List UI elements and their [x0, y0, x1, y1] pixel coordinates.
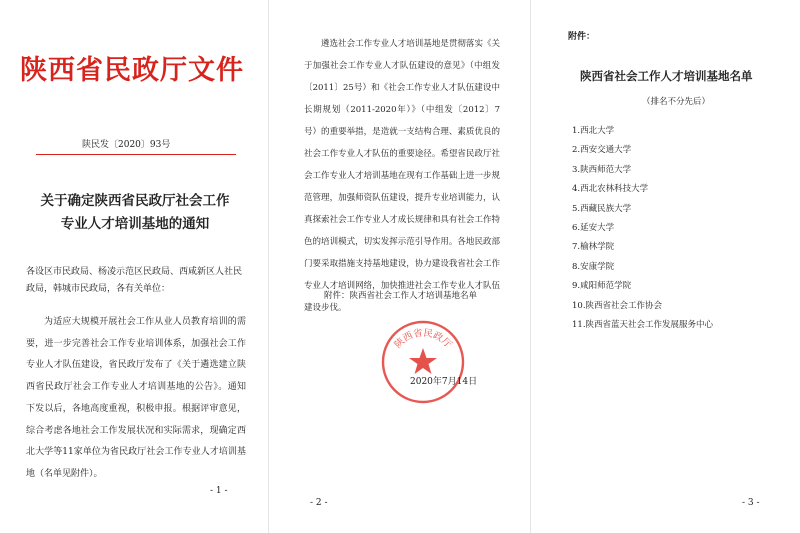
document-page-2 [268, 0, 530, 533]
body-paragraph-1: 为适应大规模开展社会工作从业人员教育培训的需要，进一步完善社会工作专业培训体系，加强社会工作专业人才队伍建设，省民政厅发布了《关于遴选建立陕西省民政厅社会工作专业人才培训基地的公告》。通知下发以后，各地高度重视，积极申报。根据评审意见，综合考虑各地社会工作发展状况和实际需求，现确定西北大学等11家单位为省民政厅社会工作专业人才培训基地（名单见附件）。 [26, 317, 246, 479]
attachment-label: 附件： [568, 32, 596, 42]
body-paragraph-2: 遴选社会工作专业人才培训基地是贯彻落实《关于加强社会工作专业人才队伍建设的意见》（中组发〔2011〕25号）和《社会工作专业人才队伍建设中长期规划（2011-2020年）》（中组发〔2012〕7号）的重要举措，是造就一支结构合理、素质优良的社会工作专业人才队伍的重要途径。希望省民政厅社会工作专业人才培训基地在现有工作基础上进一步规范管理，加强师资队伍建设，提升专业培训能力，认真探索社会工作专业人才成长规律和具有社会工作特色的培训模式，切实发挥示范引导作用。各地民政部门要采取措施支持基地建设，协力建设我省社会工作专业人才培训网络，加快推进社会工作专业人才队伍建设步伐。 [304, 39, 500, 313]
document-number: 陕民发〔2020〕93号 [82, 140, 171, 150]
list-item: 6.延安大学 [572, 222, 615, 233]
list-item: 2.西安交通大学 [572, 145, 632, 156]
page-number-3: - 3 - [742, 498, 760, 508]
page-number-1: - 1 - [210, 486, 228, 496]
notice-title: 关于确定陕西省民政厅社会工作专业人才培训基地的通知 [40, 193, 230, 232]
addressee: 各设区市民政局、杨凌示范区民政局、西咸新区人社民政局，韩城市民政局，各有关单位： [26, 267, 243, 294]
list-subtitle: （排名不分先后） [642, 97, 711, 107]
page-number-2: - 2 - [310, 498, 328, 508]
list-item: 3.陕西师范大学 [572, 164, 632, 175]
seal-text: 陕西省民政厅 [392, 327, 454, 351]
document-date: 2020年7月14日 [410, 377, 478, 387]
svg-text:陕西省民政厅 [392, 327, 454, 351]
document-header-title: 陕西省民政厅文件 [20, 55, 244, 86]
list-title: 陕西省社会工作人才培训基地名单 [580, 69, 753, 83]
list-item: 8.安康学院 [572, 261, 615, 272]
list-item: 9.咸阳师范学院 [572, 281, 632, 292]
list-item: 10.陕西省社会工作协会 [572, 300, 663, 311]
attachment-line: 附件：陕西省社会工作人才培训基地名单 [324, 291, 478, 301]
list-item: 5.西藏民族大学 [572, 203, 632, 214]
list-item: 11.陕西省蓝天社会工作发展服务中心 [572, 319, 714, 330]
document-page-3 [530, 0, 800, 533]
list-item: 4.西北农林科技大学 [572, 184, 649, 195]
list-item: 7.榆林学院 [572, 242, 615, 253]
training-base-list [572, 122, 713, 335]
list-item: 1.西北大学 [572, 126, 615, 136]
document-page-1 [0, 0, 268, 533]
red-divider [36, 154, 236, 155]
official-seal-icon [379, 318, 467, 406]
